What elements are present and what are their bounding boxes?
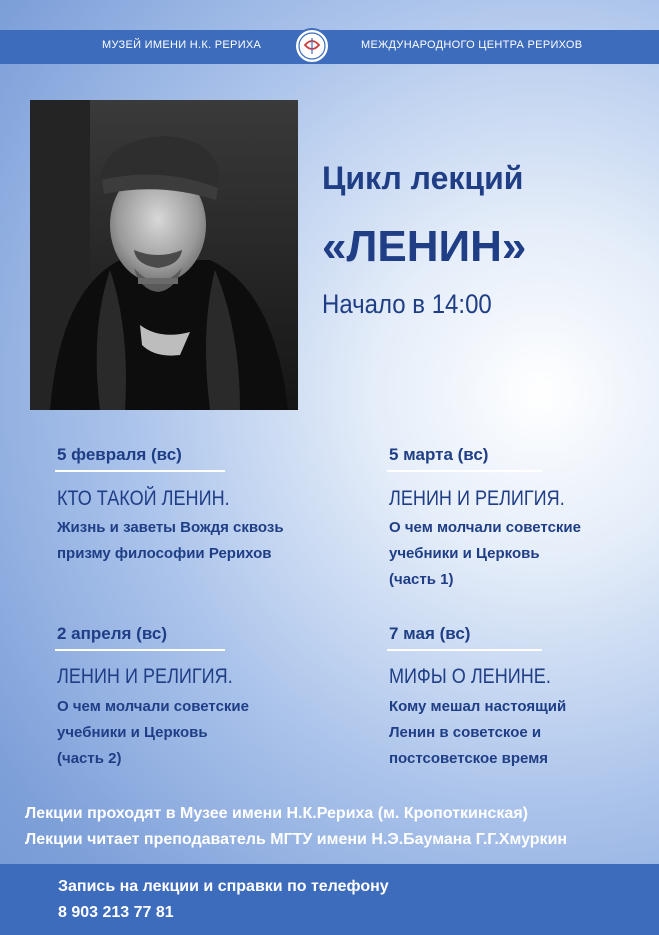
lecture-4-desc-line: Ленин в советское и <box>389 724 542 741</box>
lecture-2-desc-line: учебники и Церковь <box>389 545 540 562</box>
lecture-4-desc-line: постсоветское время <box>389 750 549 767</box>
start-time: Начало в 14:00 <box>322 290 492 320</box>
lecture-4-underline <box>387 649 542 651</box>
lecture-4-description <box>389 694 566 772</box>
lecture-4-heading: МИФЫ О ЛЕНИНЕ. <box>389 665 551 688</box>
contact-text: Запись на лекции и справки по телефону <box>58 878 389 895</box>
lecture-3-desc-line: (часть 2) <box>57 750 122 767</box>
lecture-1-heading: КТО ТАКОЙ ЛЕНИН. <box>57 487 230 510</box>
lecture-4-date: 7 мая (вс) <box>389 624 471 643</box>
header-bar <box>0 30 659 64</box>
lecture-4-desc-line: Кому мешал настоящий <box>389 698 567 715</box>
title-line1: Цикл лекций <box>322 160 524 196</box>
lecture-3-desc-line: О чем молчали советские <box>57 698 249 715</box>
lecturer-info: Лекции читает преподаватель МГТУ имени Н.Э.Баумана Г.Г.Хмуркин <box>25 831 568 848</box>
lecture-3-desc-line: учебники и Церковь <box>57 724 208 741</box>
lecture-2-underline <box>387 470 542 472</box>
museum-name: МУЗЕЙ ИМЕНИ Н.К. РЕРИХА <box>102 39 262 51</box>
center-logo-icon <box>294 28 330 64</box>
lecture-3-description <box>57 694 249 772</box>
lecture-2-heading: ЛЕНИН И РЕЛИГИЯ. <box>389 487 565 510</box>
lecture-1-desc-line: призму философии Рерихов <box>57 545 272 562</box>
lecture-3-heading: ЛЕНИН И РЕЛИГИЯ. <box>57 665 233 688</box>
lecture-1-desc-line: Жизнь и заветы Вождя сквозь <box>57 519 284 536</box>
portrait-photo <box>30 100 298 410</box>
lecture-2-desc-line: О чем молчали советские <box>389 519 581 536</box>
lecture-1-underline <box>55 470 225 472</box>
lecture-1-date: 5 февраля (вс) <box>57 445 182 464</box>
lecture-2-description <box>389 515 581 593</box>
phone-number: 8 903 213 77 81 <box>58 904 174 921</box>
center-name: МЕЖДУНАРОДНОГО ЦЕНТРА РЕРИХОВ <box>361 39 583 51</box>
lecture-2-date: 5 марта (вс) <box>389 445 489 464</box>
title-line2: «ЛЕНИН» <box>322 222 527 271</box>
lecture-3-date: 2 апреля (вс) <box>57 624 167 643</box>
lecture-3-underline <box>55 649 225 651</box>
lecture-1-description <box>57 515 284 567</box>
lecture-2-desc-line: (часть 1) <box>389 571 454 588</box>
venue-info: Лекции проходят в Музее имени Н.К.Рериха (м. Кропоткинская) <box>25 805 528 822</box>
contact-bar <box>0 864 659 935</box>
